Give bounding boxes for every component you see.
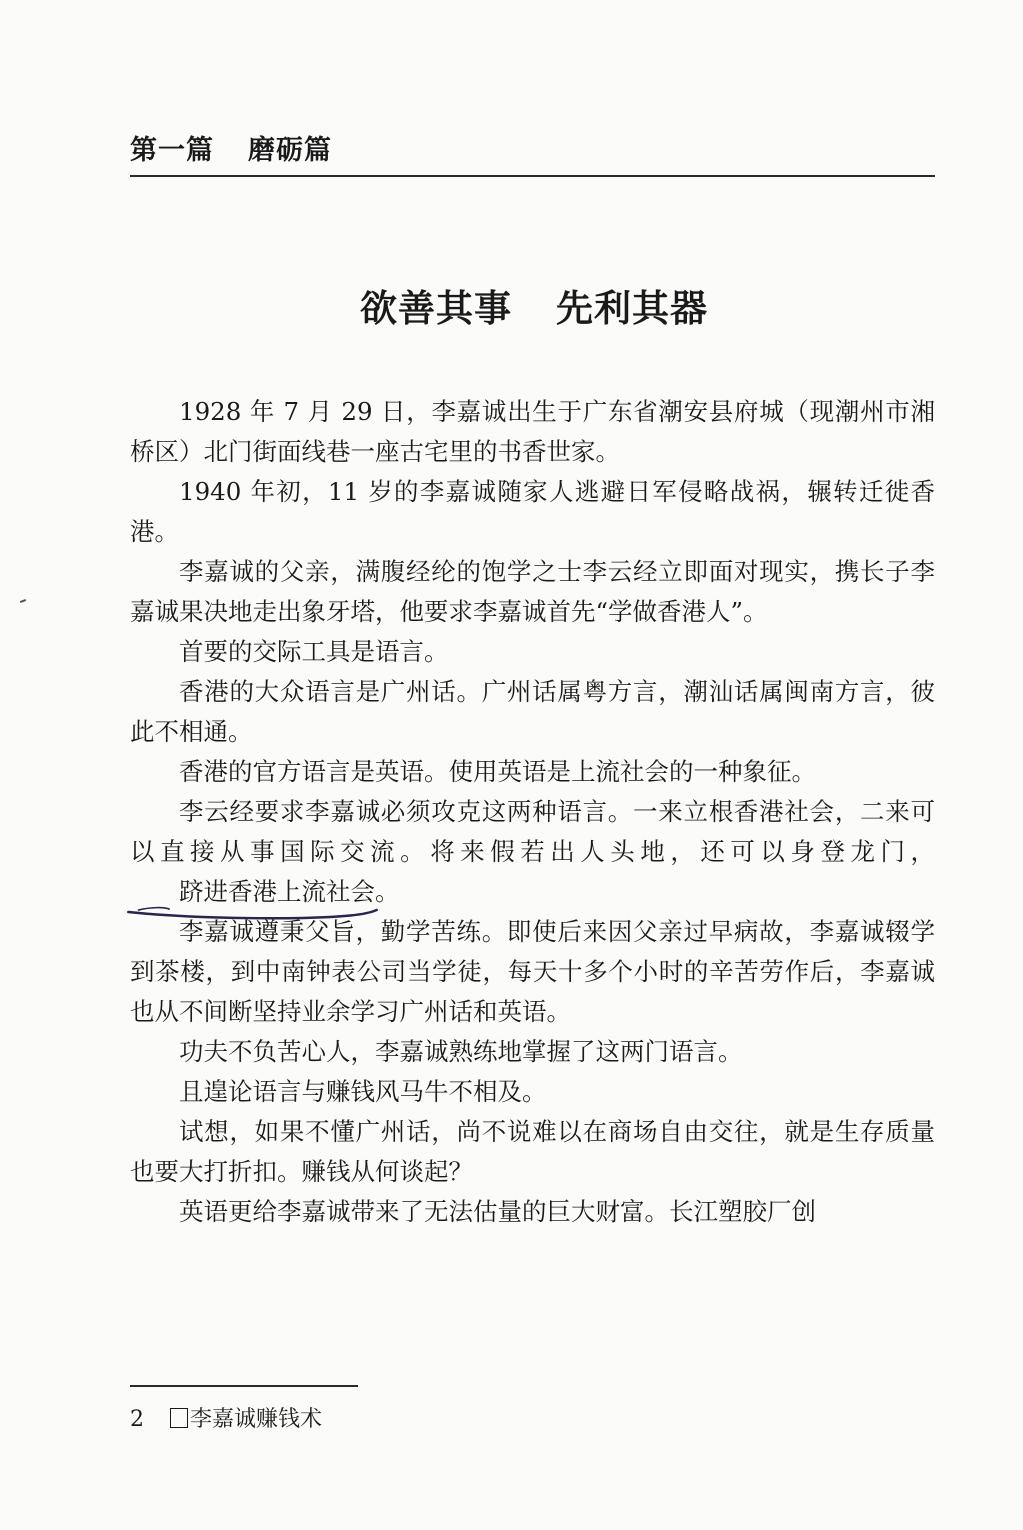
chapter-title [360,278,708,332]
paragraph: 1940 年初，11 岁的李嘉诚随家人逃避日军侵略战祸，辗转迁徙香港。 [130,477,935,546]
underlined-text: 跻进香港上流社会 [179,877,375,906]
handwritten-underline-mark [126,906,379,922]
paragraph: 李嘉诚遵秉父旨，勤学苦练。即使后来因父亲过早病故，李嘉诚辍学到茶楼，到中南钟表公司当学徒，每天十多个小时的辛苦劳作后，李嘉诚也从不间断坚持业余学习广州话和英语。 [130,917,935,1026]
paragraph-text: 李云经要求李嘉诚必须攻克这两种语言。一来立根香港社会，二来可以直接从事国际交流。将来假若出人头地，还可以身登龙门， [130,797,935,866]
page-number: 2 [130,1407,144,1432]
scan-speck [20,599,26,603]
paragraph-text: 。 [375,877,400,906]
paragraph: 1928 年 7 月 29 日，李嘉诚出生于广东省潮安县府城（现潮州市湘桥区）北门街面线巷一座古宅里的书香世家。 [130,397,935,466]
paragraph: 试想，如果不懂广州话，尚不说难以在商场自由交往，就是生存质量也要大打折扣。赚钱从何谈起？ [130,1117,935,1186]
paragraph: 首要的交际工具是语言。 [179,637,449,666]
chapter-title-left: 欲善其事 [360,286,512,330]
handwritten-underline-phrase [130,872,375,912]
paragraph: 英语更给李嘉诚带来了无法估量的巨大财富。长江塑胶厂创 [179,1197,816,1226]
page-footer [130,1402,322,1433]
paragraph-with-underline [130,792,935,912]
header-part: 第一篇 [130,135,214,166]
header-section: 磨砺篇 [248,135,332,166]
body-text [130,392,935,1232]
paragraph: 且遑论语言与赚钱风马牛不相及。 [179,1077,547,1106]
footer-rule [130,1385,358,1387]
square-box-icon [170,1408,188,1428]
paragraph: 香港的大众语言是广州话。广州话属粤方言，潮汕话属闽南方言，彼此不相通。 [130,677,935,746]
header-rule [130,175,935,177]
book-title: 李嘉诚赚钱术 [190,1407,323,1432]
paragraph: 李嘉诚的父亲，满腹经纶的饱学之士李云经立即面对现实，携长子李嘉诚果决地走出象牙塔，他要求李嘉诚首先“学做香港人”。 [130,557,935,626]
running-header [130,128,332,167]
paragraph: 功夫不负苦心人，李嘉诚熟练地掌握了这两门语言。 [179,1037,743,1066]
paragraph: 香港的官方语言是英语。使用英语是上流社会的一种象征。 [179,757,816,786]
chapter-title-right: 先利其器 [556,286,708,330]
